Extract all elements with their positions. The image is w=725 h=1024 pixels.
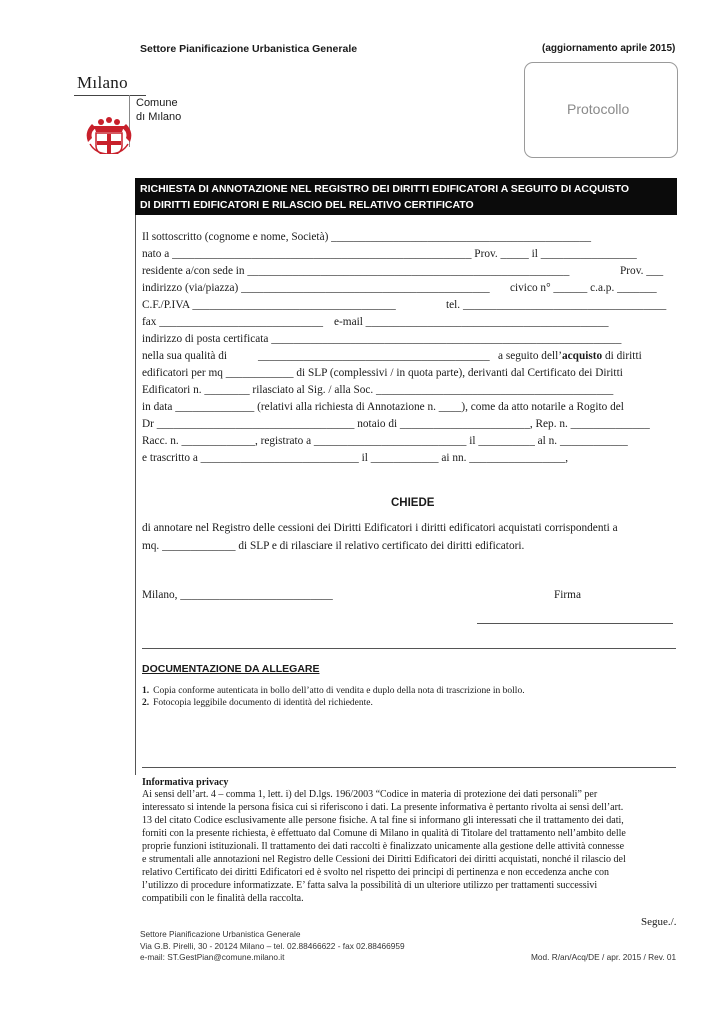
privacy-line: interessato si intende la persona fisica cui si riferiscono i dati. La presente informativa è pertanto rivolta ai sensi dell’art. <box>142 802 624 813</box>
form-title-line1: RICHIESTA DI ANNOTAZIONE NEL REGISTRO DEI DIRITTI EDIFICATORI A SEGUITO DI ACQUISTO <box>140 183 630 195</box>
documentation-item-text: Fotocopia leggibile documento di identità del richiedente. <box>153 698 373 708</box>
logo-title: Mılano <box>77 73 128 92</box>
separator-rule <box>142 648 676 649</box>
field-notaio[interactable]: Dr ___________________________________ notaio di _______________________, Rep. n. ______________ <box>142 418 650 430</box>
field-qualita-label: nella sua qualità di <box>142 350 228 362</box>
footer-address: Via G.B. Pirelli, 30 - 20124 Milano – tel. 02.88466622 - fax 02.88466959 <box>140 941 405 951</box>
field-residente-prov[interactable]: Prov. ___ <box>620 265 664 277</box>
privacy-title: Informativa privacy <box>142 777 229 788</box>
acquisto-suffix: di diritti <box>602 350 642 362</box>
privacy-separator-rule <box>142 767 676 768</box>
chiede-heading: CHIEDE <box>391 497 435 509</box>
header-update-date: (aggiornamento aprile 2015) <box>542 43 676 54</box>
segue-label: Segue./. <box>641 916 677 928</box>
milano-crest-icon <box>74 72 144 154</box>
field-civico-cap[interactable]: civico n° ______ c.a.p. _______ <box>510 282 657 294</box>
acquisto-bold: acquisto <box>562 350 603 362</box>
field-registrazione[interactable]: Racc. n. _____________, registrato a ___________________________ il __________ al n. ____________ <box>142 435 628 447</box>
logo-subtitle-milano: dı Mılano <box>136 111 182 123</box>
form-left-border <box>135 215 136 775</box>
footer-department: Settore Pianificazione Urbanistica Generale <box>140 929 301 939</box>
footer-email[interactable]: e-mail: ST.GestPian@comune.milano.it <box>140 952 285 962</box>
logo-subtitle-comune: Comune <box>136 97 178 109</box>
acquisto-prefix: a seguito dell’ <box>498 350 562 362</box>
field-qualita[interactable]: _________________________________________ <box>258 350 490 362</box>
documentation-item <box>142 698 373 708</box>
privacy-line: l’utilizzo di procedure informatizzate. E’ fatta salva la possibilità di un ulteriore utilizzo per trattamenti successivi <box>142 880 598 891</box>
form-model-code: Mod. R/an/Acq/DE / apr. 2015 / Rev. 01 <box>531 952 677 962</box>
signature-label: Firma <box>554 589 581 601</box>
documentation-item-number: 1. <box>142 686 150 696</box>
privacy-line: e strumentali alle annotazioni nel Registro delle Cessioni dei Diritti Edificatori dei diritti acquistati, nonché il rilascio del <box>142 854 626 865</box>
field-indirizzo[interactable]: indirizzo (via/piazza) ____________________________________________ <box>142 282 490 294</box>
documentation-title: DOCUMENTAZIONE DA ALLEGARE <box>142 663 320 675</box>
documentation-item-number: 2. <box>142 698 150 708</box>
field-tel[interactable]: tel. ____________________________________ <box>446 299 667 311</box>
privacy-line: Ai sensi dell’art. 4 – comma 1, lett. i) del D.lgs. 196/2003 “Codice in materia di protezione dei dati personali” per <box>142 789 598 800</box>
request-mq-field[interactable]: mq. _____________ di SLP e di rilasciare il relativo certificato dei diritti edificatori. <box>142 540 525 552</box>
privacy-line: compatibili con le finalità della raccolta. <box>142 893 304 904</box>
field-data-rogito[interactable]: in data ______________ (relativi alla richiesta di Annotazione n. ____), come da atto notarile a Rogito del <box>142 401 624 413</box>
field-email[interactable]: e-mail ___________________________________________ <box>334 316 609 328</box>
field-pec[interactable]: indirizzo di posta certificata ______________________________________________________________ <box>142 333 622 345</box>
privacy-line: forniti con la presente richiesta, è effettuato dal Comune di Milano in qualità di Titolare del trattamento nell’ambito delle <box>142 828 626 839</box>
field-residente[interactable]: residente a/con sede in _________________________________________________________ <box>142 265 570 277</box>
field-trascrizione[interactable]: e trascritto a ____________________________ il ____________ ai nn. _________________, <box>142 452 569 464</box>
field-certificato[interactable]: Edificatori n. ________ rilasciato al Sig. / alla Soc. __________________________________________ <box>142 384 614 396</box>
privacy-line: 13 del citato Codice esclusivamente alle persone fisiche. A tal fine si informano gli interessati che il trattamento dei dati, <box>142 815 624 826</box>
privacy-line: proprie funzioni istituzionali. Il trattamento dei dati raccolti è finalizzato unicamente alla gestione delle attività connesse <box>142 841 625 852</box>
protocollo-label: Protocollo <box>567 101 630 117</box>
field-cf-piva[interactable]: C.F./P.IVA ____________________________________ <box>142 299 396 311</box>
form-title-line2: DI DIRITTI EDIFICATORI E RILASCIO DEL RELATIVO CERTIFICATO <box>140 199 474 211</box>
field-acquisto-text <box>498 350 642 362</box>
signature-line[interactable] <box>477 623 673 624</box>
field-sottoscritto[interactable]: Il sottoscritto (cognome e nome, Società) ______________________________________________ <box>142 231 592 243</box>
signature-place-date[interactable]: Milano, ___________________________ <box>142 589 333 601</box>
documentation-item-text: Copia conforme autenticata in bollo dell’atto di vendita e duplo della nota di trascrizione in bollo. <box>153 686 525 696</box>
field-nato-a[interactable]: nato a _____________________________________________________ Prov. _____ il _________________ <box>142 248 637 260</box>
documentation-item <box>142 686 525 696</box>
privacy-line: relativo Certificato dei diritti Edificatori ed è svolto nel rispetto dei principi di pertinenza e non eccedenza anche con <box>142 867 610 878</box>
field-mq-slp[interactable]: edificatori per mq ____________ di SLP (complessivi / in quota parte), derivanti dal Certificato dei Diritti <box>142 367 623 379</box>
field-fax[interactable]: fax _____________________________ <box>142 316 324 328</box>
request-line1: di annotare nel Registro delle cessioni dei Diritti Edificatori i diritti edificatori acquistati corrispondenti a <box>142 522 618 534</box>
header-department: Settore Pianificazione Urbanistica Generale <box>140 43 358 55</box>
